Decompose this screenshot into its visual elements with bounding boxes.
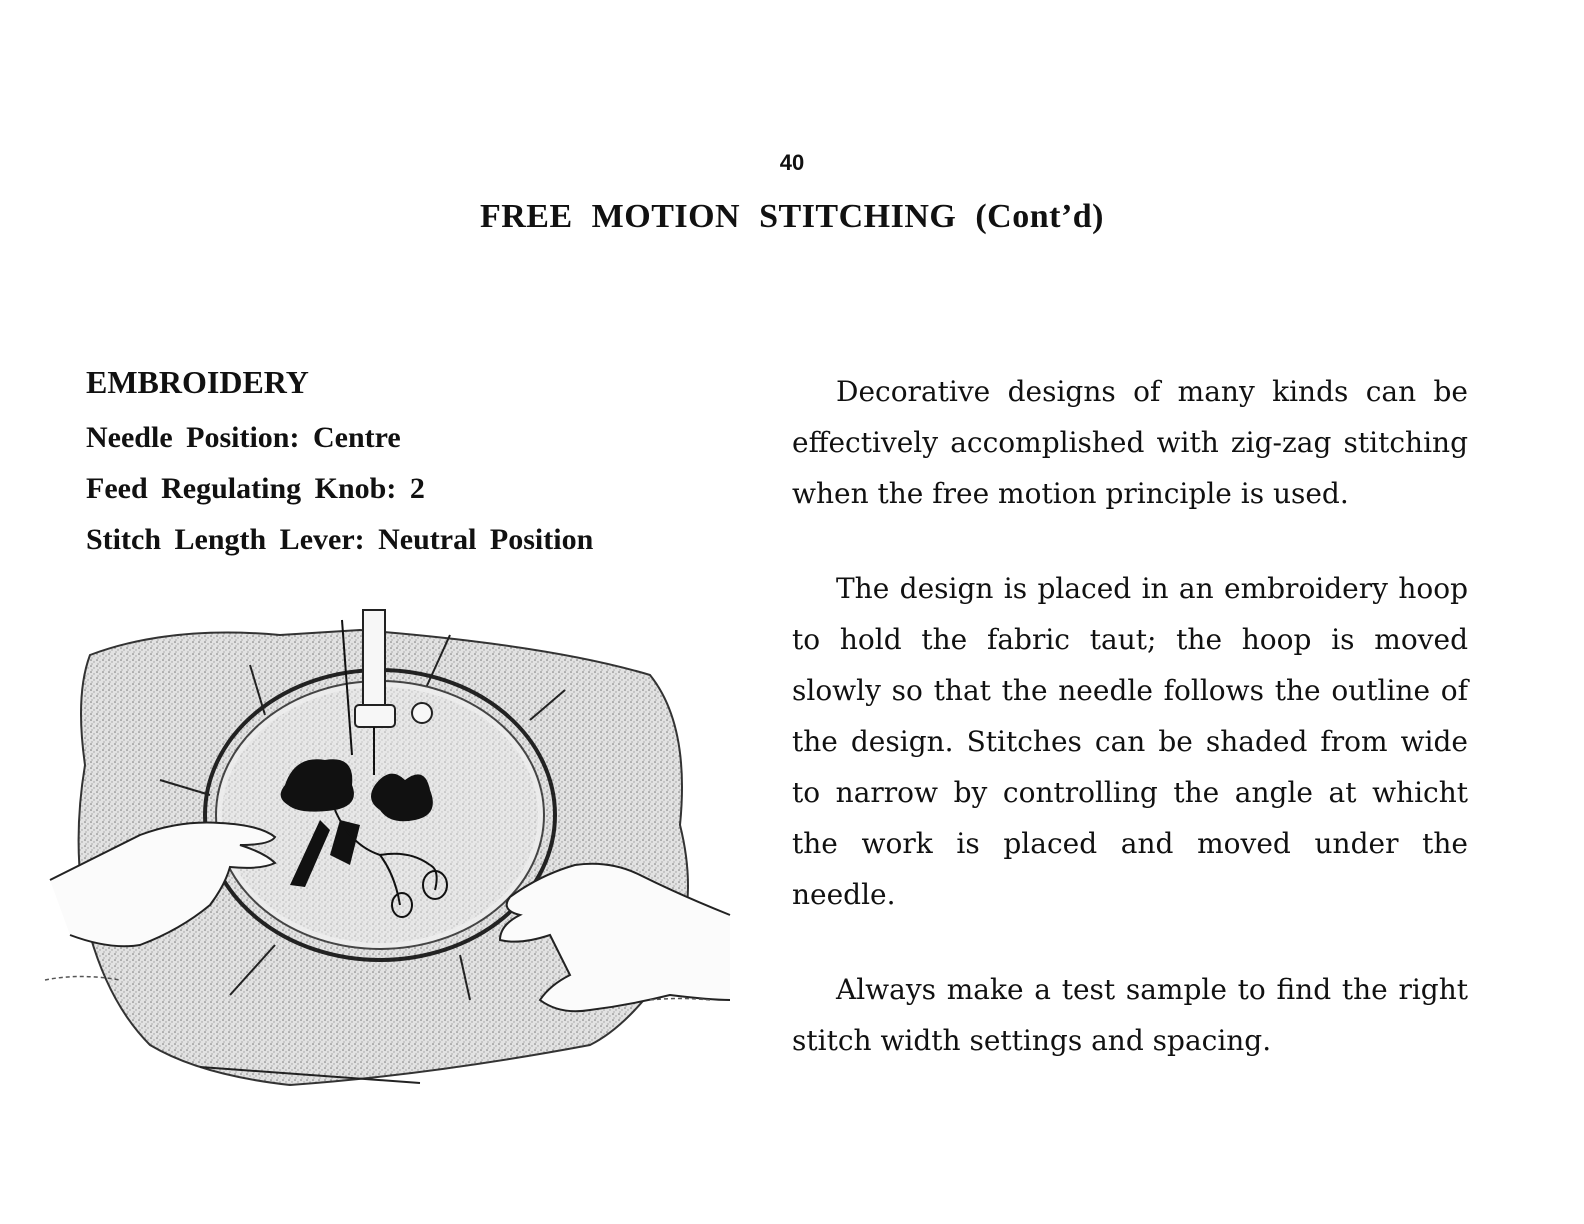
embroidery-illustration [30, 605, 750, 1105]
setting-stitch-length-lever: Stitch Length Lever: Neutral Position [86, 523, 594, 556]
paragraph-decorative-designs: Decorative designs of many kinds can be effectively accomplished with zig-zag stitching when the free motion principle is used. [792, 375, 1468, 510]
embroidery-hoop-illustration-icon [30, 605, 750, 1105]
setting-feed-regulating-knob: Feed Regulating Knob: 2 [86, 472, 425, 505]
setting-needle-position: Needle Position: Centre [86, 421, 401, 454]
page-title: FREE MOTION STITCHING (Cont’d) [479, 198, 1104, 235]
paragraph-test-sample: Always make a test sample to find the right stitch width settings and spacing. [792, 973, 1468, 1057]
paragraph-design-placement: The design is placed in an embroidery hoop to hold the fabric taut; the hoop is moved slowly so that the needle follows the outline of the design. Stitches can be shaded from wide to narrow by controlling the angle at whicht the work is placed and moved under the needle. [792, 572, 1468, 911]
body-text [792, 366, 1468, 1066]
section-heading: EMBROIDERY [86, 364, 309, 400]
needle-bar [363, 610, 385, 720]
page-number: 40 [779, 150, 805, 175]
settings-block [86, 362, 706, 565]
